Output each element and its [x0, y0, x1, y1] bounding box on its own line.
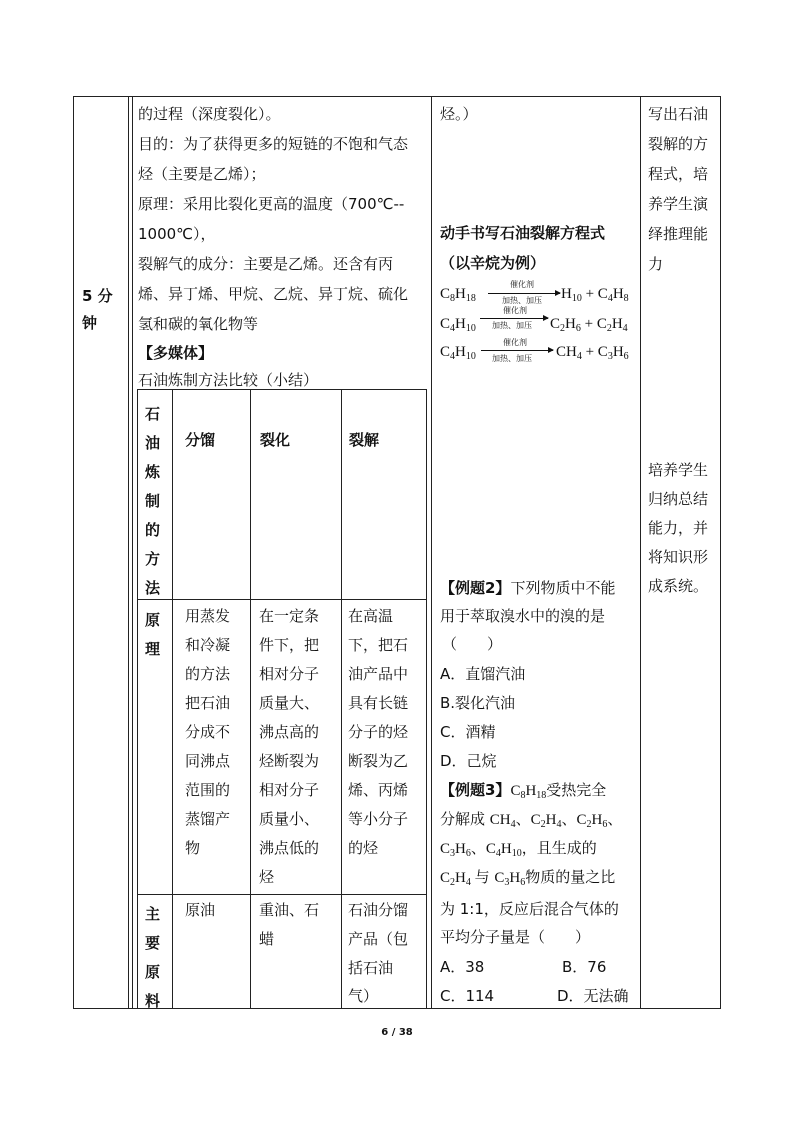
principle-liehua-line: 烃: [259, 868, 275, 886]
example-3-stem-6: 平均分子量是（ ）: [440, 928, 591, 946]
student-top-line: 烃。）: [440, 105, 478, 123]
principle-liejie-line: 分子的烃: [348, 723, 409, 741]
goal-2-line: 能力，并: [648, 519, 709, 537]
example-2-line-1: [440, 578, 615, 598]
teacher-line-4: 原理：采用比裂化更高的温度（700℃--: [138, 195, 405, 213]
goal-2-line: 培养学生: [648, 461, 709, 479]
principle-fenliu-line: 蒸馏产: [185, 810, 231, 828]
equation-1-reactant: $C_8H_{18}$: [440, 286, 476, 304]
example-3-stem-1: 受热完全: [546, 781, 607, 799]
example-3-option-b: B．76: [562, 958, 607, 976]
goal-2-line: 成系统。: [648, 577, 709, 595]
principle-liejie-line: 的烃: [348, 839, 379, 857]
col-liejie: 裂解: [349, 431, 380, 449]
principle-fenliu-line: 用蒸发: [185, 607, 231, 625]
inner-col-divider-3: [341, 389, 342, 1008]
equation-1-condition: 加热、加压: [502, 296, 542, 305]
outer-right-border: [720, 96, 721, 1009]
material-liejie-line: 气）: [348, 987, 379, 1005]
method-header: 石油炼制的方法: [145, 405, 161, 597]
principle-liehua-line: 质量小、: [259, 810, 320, 828]
goal-1-line: 裂解的方: [648, 135, 709, 153]
equation-3-reactant: $C_4H_{10}$: [440, 344, 476, 362]
equation-3-arrow: [481, 350, 553, 351]
teacher-line-3: 烃（主要是乙烯）；: [138, 165, 266, 183]
principle-liehua-line: 相对分子: [259, 781, 320, 799]
principle-liejie-line: 下，把石: [348, 636, 409, 654]
principle-liehua-line: 沸点低的: [259, 839, 320, 857]
outer-col-divider-1: [128, 96, 129, 1009]
inner-col-divider-1: [172, 389, 173, 1008]
equation-heading-1: 动手书写石油裂解方程式: [440, 224, 606, 242]
inner-left-border: [137, 389, 138, 1008]
example-3-stem-2: 分解成: [440, 810, 490, 828]
example-3-line-1: 【例题3】$C_8H_{18}$受热完全: [440, 781, 607, 801]
col-liehua: 裂化: [260, 431, 291, 449]
example-2-option-c: C．酒精: [440, 723, 496, 741]
material-liehua-line: 蜡: [259, 930, 275, 948]
example-2-option-d: D．己烷: [440, 752, 497, 770]
material-liejie-line: 括石油: [348, 959, 394, 977]
principle-liejie-line: 具有长链: [348, 694, 409, 712]
example-3-option-c: C．114: [440, 987, 495, 1005]
principle-liejie-line: 烯、丙烯: [348, 781, 409, 799]
principle-liehua-line: 相对分子: [259, 665, 320, 683]
equation-heading-2: （以辛烷为例）: [440, 254, 546, 272]
example-3-stem-4: 物质的量之比: [525, 868, 616, 886]
example-2-stem-2: 用于萃取溴水中的溴的是: [440, 607, 606, 625]
principle-liejie-line: 油产品中: [348, 665, 409, 683]
principle-liehua-line: 烃断裂为: [259, 752, 320, 770]
principle-liehua-line: 质量大、: [259, 694, 320, 712]
inner-top-border: [137, 389, 426, 390]
inner-col-divider-2: [250, 389, 251, 1008]
principle-fenliu-line: 同沸点: [185, 752, 231, 770]
material-liehua-line: 重油、石: [259, 901, 320, 919]
outer-top-border: [73, 96, 721, 97]
principle-liehua-line: 件下，把: [259, 636, 320, 654]
multimedia-label: 【多媒体】: [138, 344, 214, 362]
material-liejie-line: 石油分馏: [348, 901, 409, 919]
example-2-blank: （ ）: [442, 635, 503, 653]
teacher-line-8: 氢和碳的氧化物等: [138, 315, 259, 333]
equation-2-condition: 加热、加压: [492, 321, 532, 330]
outer-col-divider-2: [431, 96, 432, 1009]
material-label: 主要原料: [145, 905, 161, 1010]
equation-2-reactant: $C_4H_{10}$: [440, 316, 476, 334]
principle-liehua-line: 在一定条: [259, 607, 320, 625]
principle-liehua-line: 沸点高的: [259, 723, 320, 741]
material-fenliu: 原油: [185, 901, 216, 919]
principle-liejie-line: 在高温: [348, 607, 394, 625]
goal-1-line: 绎推理能: [648, 225, 709, 243]
principle-fenliu-line: 范围的: [185, 781, 231, 799]
example-3-option-d: D．无法确: [557, 987, 629, 1005]
teacher-line-6: 裂解气的成分：主要是乙烯。还含有丙: [138, 255, 394, 273]
example-3-line-3: $C_3H_6$、$C_4H_{10}$，且生成的: [440, 839, 597, 859]
equation-1-products: $H_{10} + C_4H_8$: [561, 286, 629, 304]
principle-fenliu-line: 物: [185, 839, 201, 857]
teacher-line-7: 烯、异丁烯、甲烷、乙烷、异丁烷、硫化: [138, 285, 409, 303]
principle-liejie-line: 断裂为乙: [348, 752, 409, 770]
principle-liejie-line: 等小分子: [348, 810, 409, 828]
equation-2-arrow: [480, 318, 548, 319]
equation-2-catalyst: 催化剂: [503, 306, 527, 315]
example-3-stem-5: 为 1:1，反应后混合气体的: [440, 900, 619, 918]
example-3-tag: 【例题3】: [440, 781, 511, 799]
outer-bottom-border: [73, 1008, 721, 1009]
outer-col-divider-1b: [132, 96, 133, 1009]
principle-fenliu-line: 的方法: [185, 665, 231, 683]
outer-col-divider-3: [640, 96, 641, 1009]
inner-row-divider-1: [137, 599, 426, 600]
teacher-line-5: 1000℃），: [138, 225, 216, 243]
principle-fenliu-line: 把石油: [185, 694, 231, 712]
example-3-stem-3: ，且生成的: [521, 839, 597, 857]
time-cell: 5 分钟: [82, 287, 113, 332]
principle-fenliu-line: 分成不: [185, 723, 231, 741]
inner-right-border: [426, 389, 427, 1008]
example-2-option-a: A．直馏汽油: [440, 665, 526, 683]
outer-left-border: [73, 96, 74, 1009]
example-3-line-4: $C_2H_4$ 与 $C_3H_6$物质的量之比: [440, 868, 616, 888]
principle-fenliu-line: 和冷凝: [185, 636, 231, 654]
equation-3-products: $CH_4 + C_3H_6$: [556, 344, 629, 362]
example-2-stem-1: 下列物质中不能: [510, 579, 616, 597]
compare-title: 石油炼制方法比较（小结）: [138, 371, 319, 389]
col-fenliu: 分馏: [185, 431, 216, 449]
goal-1-line: 力: [648, 255, 664, 273]
material-liejie-line: 产品（包: [348, 930, 409, 948]
goal-2-line: 将知识形: [648, 548, 709, 566]
example-3-stem-4-mid: 与: [474, 868, 495, 886]
page-number: 6 / 38: [381, 1027, 413, 1038]
goal-1-line: 写出石油: [648, 105, 709, 123]
example-2-option-b: B.裂化汽油: [440, 694, 516, 712]
goal-1-line: 程式，培: [648, 165, 709, 183]
teacher-line-1: 的过程（深度裂化）。: [138, 105, 281, 123]
example-3-option-a: A．38: [440, 958, 485, 976]
equation-3-condition: 加热、加压: [492, 354, 532, 363]
equation-1-arrow: [488, 293, 560, 294]
example-3-line-2: 分解成 $CH_4$、$C_2H_4$、$C_2H_6$、: [440, 810, 623, 830]
inner-row-divider-2: [137, 894, 426, 895]
equation-2-products: $C_2H_6 + C_2H_4$: [550, 316, 628, 334]
teacher-line-2: 目的：为了获得更多的短链的不饱和气态: [138, 135, 409, 153]
goal-2-line: 归纳总结: [648, 490, 709, 508]
principle-label: 原理: [145, 611, 161, 658]
goal-1-line: 养学生演: [648, 195, 709, 213]
example-2-tag: 【例题2】: [440, 579, 511, 597]
equation-3-catalyst: 催化剂: [503, 338, 527, 347]
equation-1-catalyst: 催化剂: [510, 280, 534, 289]
